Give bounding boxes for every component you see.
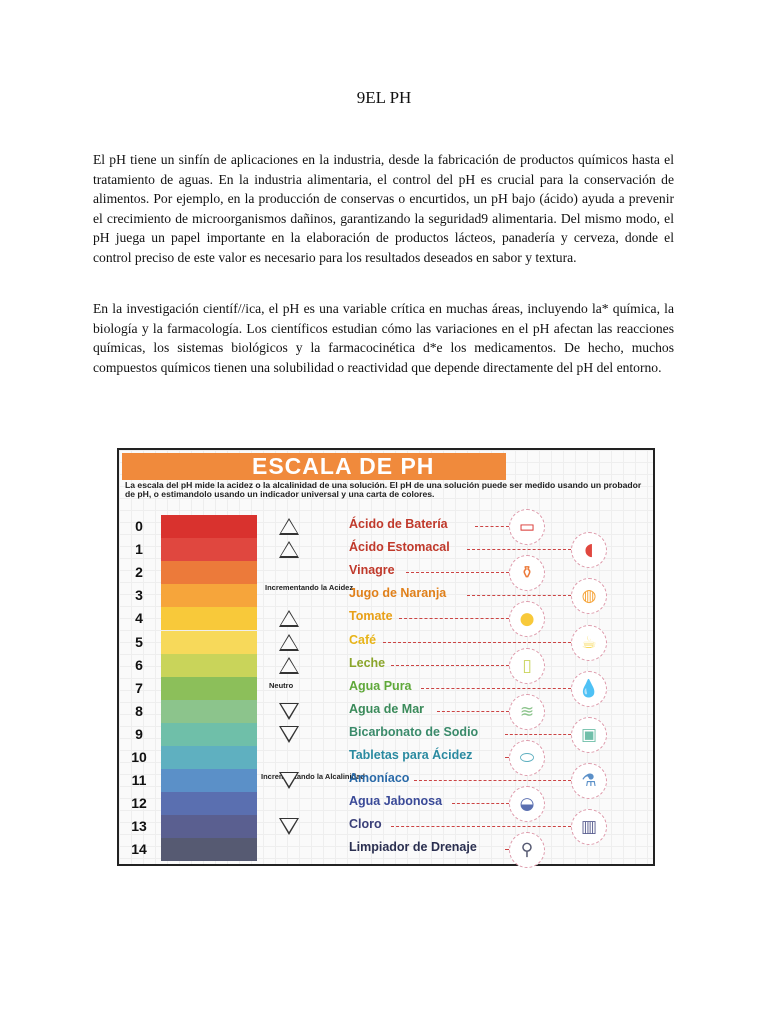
connector-line: [467, 549, 571, 550]
label-increasing-acidity: Incrementando la Acidez: [265, 583, 354, 592]
pills-icon: ⬭: [509, 740, 545, 776]
ph-value-13: 13: [131, 818, 147, 835]
connector-line: [383, 642, 571, 643]
ph-color-bar-9: [161, 723, 257, 746]
ph-color-bar-8: [161, 700, 257, 723]
arrow-down-icon: [279, 703, 299, 720]
arrow-up-icon: [279, 541, 299, 558]
substance-label-4: Tomate: [349, 609, 393, 624]
milk-icon: ▯: [509, 648, 545, 684]
arrow-up-icon: [279, 518, 299, 535]
connector-line: [467, 595, 571, 596]
ph-value-5: 5: [135, 633, 143, 650]
substance-label-11: Amoníaco: [349, 771, 410, 786]
ph-value-3: 3: [135, 587, 143, 604]
connector-line: [391, 826, 571, 827]
arrow-down-icon: [279, 818, 299, 835]
ph-value-2: 2: [135, 564, 143, 581]
water-drop-icon: 💧: [571, 671, 607, 707]
tomato-icon: ●: [509, 601, 545, 637]
ph-value-6: 6: [135, 656, 143, 673]
substance-label-3: Jugo de Naranja: [349, 586, 447, 601]
ph-color-bar-1: [161, 538, 257, 561]
sea-wave-icon: ≋: [509, 694, 545, 730]
stomach-icon: ◖: [571, 532, 607, 568]
ph-color-bar-2: [161, 561, 257, 584]
ph-color-bar-14: [161, 838, 257, 861]
orange-juice-icon: ◍: [571, 578, 607, 614]
page-title: 9EL PH: [356, 88, 412, 107]
infographic-title: ESCALA DE PH: [122, 453, 506, 480]
arrow-up-icon: [279, 610, 299, 627]
ph-value-0: 0: [135, 518, 143, 534]
substance-label-14: Limpiador de Drenaje: [349, 840, 477, 855]
ph-color-bar-3: [161, 584, 257, 607]
ph-color-bar-12: [161, 792, 257, 815]
substance-label-2: Vinagre: [349, 563, 395, 578]
battery-icon: ▭: [509, 509, 545, 545]
connector-line: [437, 711, 509, 712]
connector-line: [399, 618, 509, 619]
connector-line: [391, 665, 509, 666]
ph-value-1: 1: [135, 541, 143, 558]
connector-line: [406, 572, 509, 573]
substance-label-6: Leche: [349, 655, 386, 670]
arrow-up-icon: [279, 657, 299, 674]
paragraph-industry: El pH tiene un sinfín de aplicaciones en la industria, desde la fabricación de productos químicos hasta el tratamiento de aguas. En la industria alimentaria, el control del pH es crucial para la conservación de alimentos. Por ejemplo, en la producción de conservas o encurtidos, un pH bajo (ácido) ayuda a prevenir el crecimiento de microorganismos dañinos, garantizando la seguridad9 alimentaria. Del mismo modo, el pH juega un papel importante en la elaboración de productos lácteos, panadería y cerveza, donde el control preciso de este valor es necesario para los resultados deseados en sabor y textura.: [93, 152, 674, 265]
drain-cleaner-icon: ⚲: [509, 832, 545, 868]
substance-label-9: Bicarbonato de Sodio: [349, 724, 479, 739]
substance-label-10: Tabletas para Ácidez: [349, 748, 473, 762]
baking-soda-icon: ▣: [571, 717, 607, 753]
ph-value-10: 10: [131, 749, 147, 765]
ph-value-11: 11: [131, 772, 147, 789]
ph-value-9: 9: [135, 725, 143, 742]
ph-color-bar-11: [161, 769, 257, 792]
arrow-down-icon: [279, 772, 299, 789]
ph-color-bar-0: [161, 515, 257, 538]
ammonia-icon: ⚗: [571, 763, 607, 799]
connector-line: [452, 803, 509, 804]
substance-label-1: Ácido Estomacal: [349, 540, 450, 555]
connector-line: [505, 734, 571, 735]
soap-bucket-icon: ◒: [509, 786, 545, 822]
substance-label-13: Cloro: [349, 817, 382, 832]
coffee-icon: ☕: [571, 625, 607, 661]
connector-line: [421, 688, 571, 689]
label-neutral: Neutro: [269, 681, 294, 690]
arrow-up-icon: [279, 634, 299, 651]
ph-scale-infographic: [117, 448, 655, 866]
substance-label-12: Agua Jabonosa: [349, 794, 443, 809]
ph-color-bar-10: [161, 746, 257, 769]
bleach-icon: ▥: [571, 809, 607, 845]
substance-label-0: Ácido de Batería: [349, 517, 448, 531]
paragraph-research: En la investigación científ//ica, el pH es una variable crítica en muchas áreas, incluyendo la* química, la biología y la farmacología. Los científicos estudian cómo las variaciones en el pH afectan las reacciones químicas, los sistemas biológicos y la farmacocinética d*e los medicamentos. De hecho, muchos compuestos químicos tienen una solubilidad o reactividad que depende directamente del pH del entorno.: [93, 301, 674, 375]
ph-color-bar-7: [161, 677, 257, 700]
connector-line: [414, 780, 571, 781]
ph-value-4: 4: [135, 610, 143, 627]
arrow-down-icon: [279, 726, 299, 743]
infographic-description: La escala del pH mide la acidez o la alcalinidad de una solución. El pH de una solución puede ser medido usando un probador de pH, o estimandolo usando un indicador universal y una carta de colores.: [125, 480, 642, 499]
connector-line: [475, 526, 509, 527]
ph-color-bar-13: [161, 815, 257, 838]
ph-color-bar-6: [161, 654, 257, 677]
ph-value-12: 12: [131, 795, 147, 812]
label-increasing-alkalinity: Incrementando la Alcalinidad: [261, 772, 365, 781]
ph-value-7: 7: [135, 679, 143, 696]
ph-color-bar-4: [161, 607, 257, 630]
substance-label-8: Agua de Mar: [349, 701, 425, 716]
ph-color-bar-5: [161, 631, 257, 654]
ph-value-8: 8: [135, 702, 143, 719]
ph-value-14: 14: [131, 841, 147, 858]
substance-label-5: Café: [349, 632, 377, 647]
vinegar-bottle-icon: ⚱: [509, 555, 545, 591]
substance-label-7: Agua Pura: [349, 678, 412, 693]
